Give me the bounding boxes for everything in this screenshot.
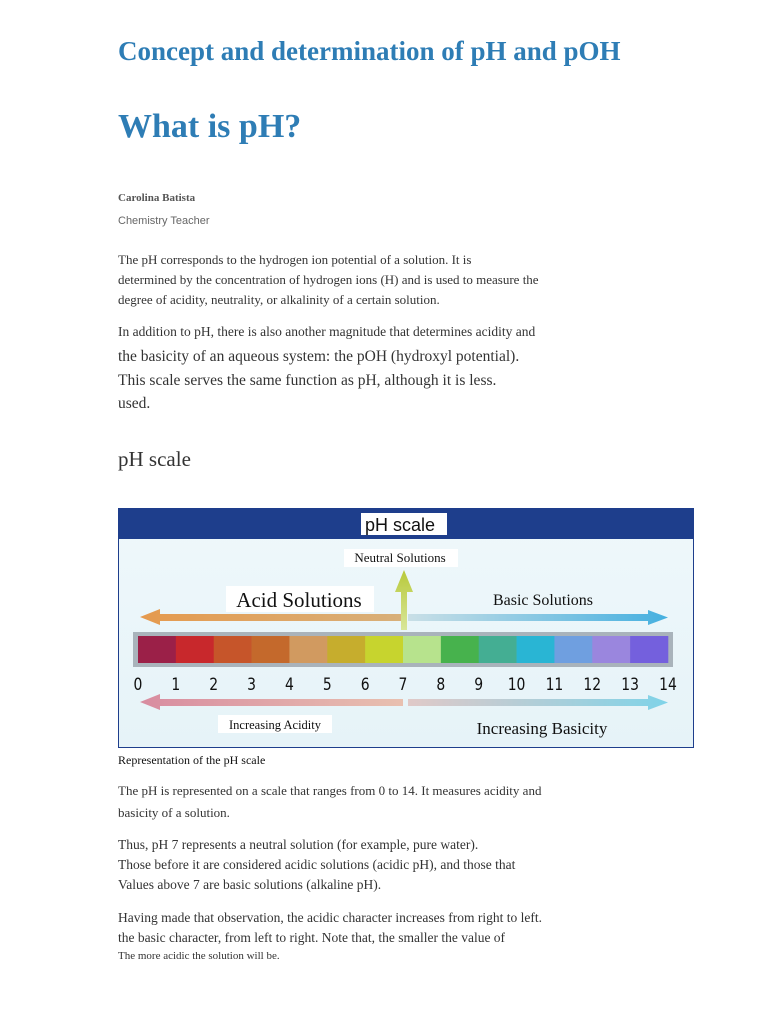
ph-segment bbox=[630, 636, 668, 663]
paragraph-scale bbox=[118, 780, 678, 824]
ph-segment bbox=[441, 636, 479, 663]
text-line: Having made that observation, the acidic character increases from right to left. bbox=[118, 910, 542, 925]
increasing-basicity-label: Increasing Basicity bbox=[476, 719, 608, 738]
basic-label: Basic Solutions bbox=[492, 592, 594, 609]
page-subtitle: What is pH? bbox=[118, 108, 302, 145]
ph-tick-label: 0 bbox=[133, 674, 143, 695]
text-line: the basicity of an aqueous system: the pOH (hydroxyl potential). bbox=[118, 348, 520, 365]
text-line: Those before it are considered acidic solutions (acidic pH), and those that bbox=[118, 857, 516, 872]
ph-segment bbox=[252, 636, 290, 663]
text-line: The more acidic the solution will be. bbox=[118, 950, 280, 962]
text-line: basicity of a solution. bbox=[118, 805, 230, 820]
ph-tick-label: 10 bbox=[507, 674, 526, 695]
ph-tick-labels bbox=[134, 675, 677, 695]
text-line: degree of acidity, neutrality, or alkalinity of a certain solution. bbox=[118, 292, 440, 307]
ph-segment bbox=[327, 636, 365, 663]
ph-segment bbox=[517, 636, 555, 663]
ph-segment bbox=[138, 636, 176, 663]
ph-tick-label: 4 bbox=[284, 674, 294, 695]
ph-segment bbox=[365, 636, 403, 663]
text-line: Thus, pH 7 represents a neutral solution (for example, pure water). bbox=[118, 837, 479, 852]
text-line: In addition to pH, there is also another magnitude that determines acidity and bbox=[118, 324, 536, 339]
ph-tick-label: 6 bbox=[360, 674, 370, 695]
paragraph-neutral bbox=[118, 835, 678, 895]
ph-tick-label: 8 bbox=[436, 674, 446, 695]
ph-segment bbox=[214, 636, 252, 663]
ph-tick-label: 11 bbox=[545, 674, 564, 695]
ph-scale-figure bbox=[118, 508, 694, 748]
ph-tick-label: 2 bbox=[209, 674, 219, 695]
ph-color-segments bbox=[138, 636, 668, 663]
paragraph-poh-first bbox=[118, 323, 678, 341]
author-role: Chemistry Teacher bbox=[118, 215, 210, 227]
ph-segment bbox=[554, 636, 592, 663]
ph-segment bbox=[176, 636, 214, 663]
text-line: This scale serves the same function as pH, although it is less. bbox=[118, 371, 497, 389]
text-line: the basic character, from left to right. Note that, the smaller the value of bbox=[118, 930, 506, 945]
text-line: The pH is represented on a scale that ranges from 0 to 14. It measures acidity and bbox=[118, 783, 542, 798]
ph-tick-label: 9 bbox=[474, 674, 484, 695]
figure-caption: Representation of the pH scale bbox=[118, 753, 266, 767]
acid-label: Acid Solutions bbox=[236, 588, 362, 612]
ph-tick-label: 1 bbox=[171, 674, 181, 695]
ph-segment bbox=[403, 636, 441, 663]
ph-tick-label: 14 bbox=[659, 674, 677, 695]
page-title: Concept and determination of pH and pOH bbox=[118, 36, 621, 66]
increasing-acidity-label: Increasing Acidity bbox=[229, 718, 321, 732]
paragraph-poh-rest bbox=[118, 345, 678, 416]
ph-segment bbox=[592, 636, 630, 663]
text-line: The pH corresponds to the hydrogen ion potential of a solution. It is bbox=[118, 252, 472, 267]
ph-scale-diagram bbox=[118, 508, 694, 748]
ph-segment bbox=[289, 636, 327, 663]
paragraph-intro bbox=[118, 250, 678, 310]
neutral-label: Neutral Solutions bbox=[354, 550, 446, 565]
ph-tick-label: 5 bbox=[322, 674, 332, 695]
ph-tick-label: 3 bbox=[247, 674, 257, 695]
author-name: Carolina Batista bbox=[118, 192, 196, 204]
text-line: determined by the concentration of hydrogen ions (H) and is used to measure the bbox=[118, 272, 539, 287]
text-line: Values above 7 are basic solutions (alkaline pH). bbox=[118, 877, 382, 892]
paragraph-character bbox=[118, 908, 678, 964]
ph-segment bbox=[479, 636, 517, 663]
ph-tick-label: 7 bbox=[398, 674, 408, 695]
section-heading: pH scale bbox=[118, 447, 191, 471]
text-line: used. bbox=[118, 395, 151, 412]
figure-title: pH scale bbox=[364, 515, 436, 535]
ph-tick-label: 13 bbox=[621, 674, 640, 695]
ph-tick-label: 12 bbox=[583, 674, 602, 695]
